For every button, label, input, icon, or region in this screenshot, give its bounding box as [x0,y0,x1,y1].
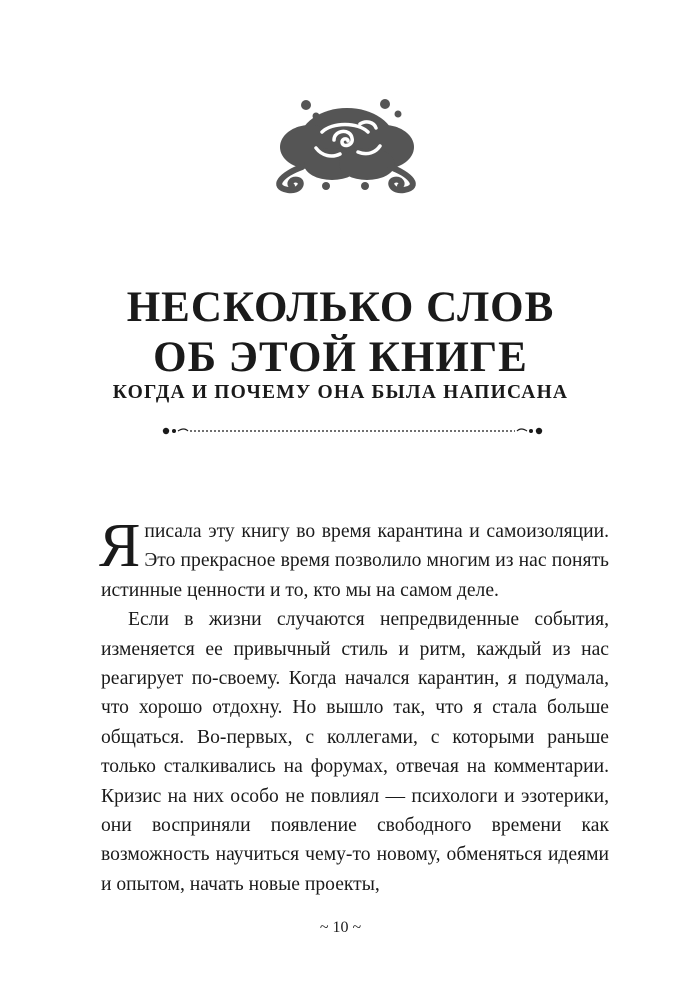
chapter-title-line1: НЕСКОЛЬКО СЛОВ [126,284,555,331]
paragraph-2: Если в жизни случаются непредвиденные события, изменяется ее привычный стиль и ритм, каждый из нас реагирует по-своему. Когда начался карантин, я подумала, что хорошо отдохну. Но вышло так, что я стала больше общаться. Во-первых, с коллегами, с которыми раньше только сталкивались на форумах, отвечая на комментарии. Кризис на них особо не повлиял — психологи и эзотерики, они восприняли появление свободного времени как возможность научиться чему-то новому, обменяться идеями и опытом, начать новые проекты, [101,609,609,895]
paragraph-1 [99,512,609,605]
drop-cap: Я [99,512,141,580]
dotted-divider-icon [160,424,545,438]
page-number: ~ 10 ~ [319,919,362,936]
swirl-cloud-ornament-icon [262,92,422,200]
chapter-title-line2: ОБ ЭТОЙ КНИГЕ [153,334,528,381]
paragraph-1-text: писала эту книгу во время карантина и самоизоляции. Это прекрасное время позволило многим из нас понять истинные ценности и то, кто мы на самом деле. [101,521,609,601]
body-text [99,512,609,899]
chapter-subtitle: КОГДА И ПОЧЕМУ ОНА БЫЛА НАПИСАНА [112,382,569,403]
